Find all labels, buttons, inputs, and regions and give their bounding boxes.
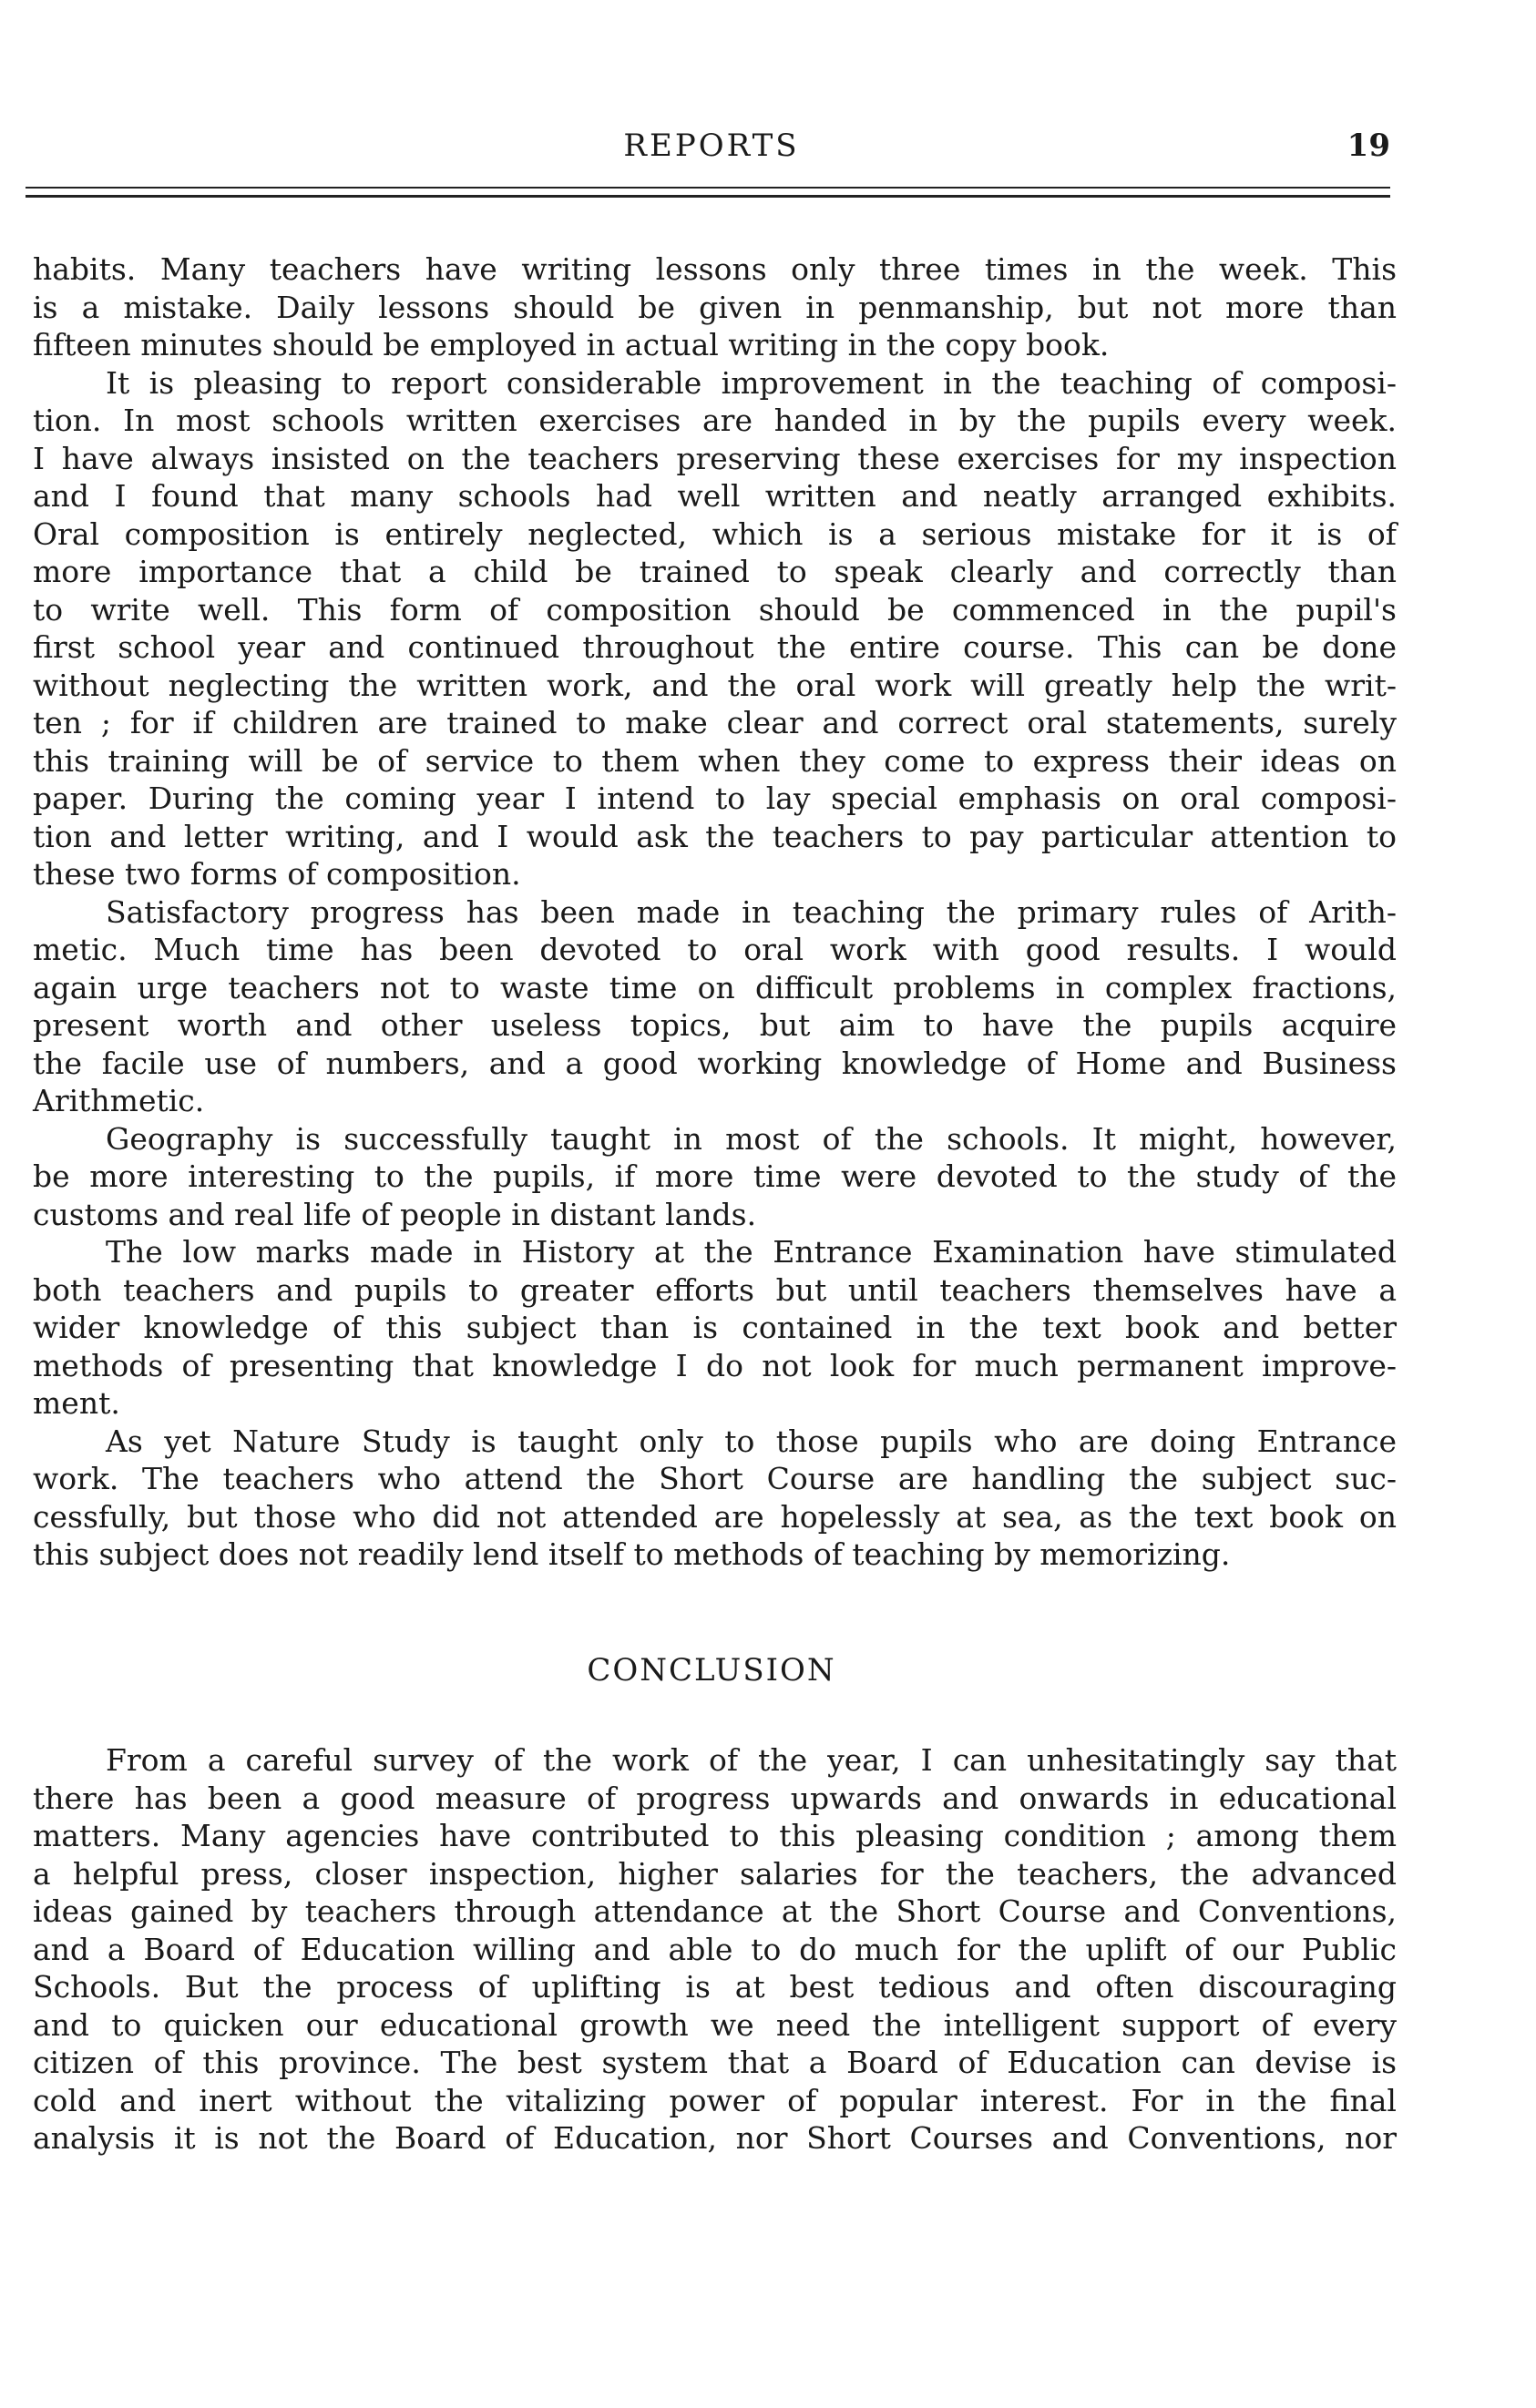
text-line: Oral composition is entirely neglected, which is a serious mistake for it is of: [33, 515, 1397, 552]
text-line: The low marks made in History at the Entrance Examination have stimulated: [106, 1234, 1397, 1270]
text-line: methods of presenting that knowledge I do not look for much permanent improve-: [33, 1347, 1397, 1383]
text-line: and a Board of Education willing and able to do much for the uplift of our Public: [33, 1931, 1397, 1967]
text-line: tion. In most schools written exercises are handed in by the pupils every week.: [33, 403, 1397, 438]
text-line: I have always insisted on the teachers preserving these exercises for my inspection: [33, 440, 1397, 476]
text-line: matters. Many agencies have contributed to this pleasing condition ; among them: [33, 1818, 1397, 1853]
text-line: cold and inert without the vitalizing power of popular interest. For in the final: [33, 2082, 1397, 2118]
text-line: As yet Nature Study is taught only to those pupils who are doing Entrance: [106, 1423, 1397, 1459]
text-line: analysis it is not the Board of Education, nor Short Courses and Conventions, nor: [33, 2120, 1397, 2156]
text-line: ment.: [33, 1385, 120, 1421]
text-line: Arithmetic.: [33, 1083, 205, 1118]
text-line: Geography is successfully taught in most of the schools. It might, however,: [106, 1120, 1397, 1157]
text-line: these two forms of composition.: [33, 856, 521, 892]
header-rule-thin: [26, 187, 1390, 189]
header-rule-thick: [26, 195, 1390, 198]
text-line: wider knowledge of this subject than is contained in the text book and better: [33, 1310, 1397, 1345]
text-line: this training will be of service to them when they come to express their ideas on: [33, 742, 1397, 779]
running-title: REPORTS: [623, 128, 800, 164]
text-line: metic. Much time has been devoted to oral work with good results. I would: [33, 932, 1397, 967]
text-line: be more interesting to the pupils, if more time were devoted to the study of the: [33, 1158, 1397, 1194]
text-line: both teachers and pupils to greater efforts but until teachers themselves have a: [33, 1271, 1397, 1308]
text-line: tion and letter writing, and I would ask the teachers to pay particular attention to: [33, 818, 1397, 854]
text-line: cessfully, but those who did not attended are hopelessly at sea, as the text book on: [33, 1498, 1397, 1535]
text-line: and I found that many schools had well written and neatly arranged exhibits.: [33, 478, 1397, 514]
running-header: [33, 128, 1390, 173]
text-line: without neglecting the written work, and the oral work will greatly help the writ-: [33, 667, 1397, 703]
text-line: this subject does not readily lend itself to methods of teaching by memorizing.: [33, 1536, 1231, 1572]
text-line: It is pleasing to report considerable improvement in the teaching of composi-: [106, 364, 1397, 401]
text-line: and to quicken our educational growth we need the intelligent support of every: [33, 2006, 1397, 2043]
body-text: [33, 250, 1397, 1574]
text-line: citizen of this province. The best system that a Board of Education can devise is: [33, 2045, 1397, 2080]
page-number: 19: [1347, 128, 1390, 164]
text-line: work. The teachers who attend the Short Course are handling the subject suc-: [33, 1461, 1397, 1496]
text-line: Satisfactory progress has been made in teaching the primary rules of Arith-: [106, 893, 1397, 930]
text-line: is a mistake. Daily lessons should be given in penmanship, but not more than: [33, 289, 1397, 325]
text-line: fifteen minutes should be employed in actual writing in the copy book.: [33, 327, 1110, 362]
text-line: Schools. But the process of uplifting is at best tedious and often discouraging: [33, 1969, 1397, 2005]
conclusion-text: [33, 1741, 1397, 2158]
text-line: first school year and continued throughout the entire course. This can be done: [33, 629, 1397, 665]
text-line: ten ; for if children are trained to make clear and correct oral statements, surely: [33, 705, 1397, 740]
text-line: customs and real life of people in distant lands.: [33, 1196, 757, 1232]
text-line: paper. During the coming year I intend to lay special emphasis on oral composi-: [33, 781, 1397, 816]
text-line: more importance that a child be trained to speak clearly and correctly than: [33, 554, 1397, 589]
text-line: ideas gained by teachers through attendance at the Short Course and Conventions,: [33, 1893, 1397, 1929]
text-line: to write well. This form of composition should be commenced in the pupil's: [33, 591, 1397, 628]
text-line: the facile use of numbers, and a good working knowledge of Home and Business: [33, 1045, 1397, 1081]
text-line: a helpful press, closer inspection, higher salaries for the teachers, the advanced: [33, 1855, 1397, 1892]
text-line: present worth and other useless topics, but aim to have the pupils acquire: [33, 1007, 1397, 1043]
text-line: habits. Many teachers have writing lessons only three times in the week. This: [33, 251, 1397, 287]
section-heading: CONCLUSION: [587, 1652, 836, 1689]
text-line: From a careful survey of the work of the year, I can unhesitatingly say that: [106, 1742, 1397, 1778]
text-line: again urge teachers not to waste time on difficult problems in complex fractions,: [33, 969, 1397, 1005]
text-line: there has been a good measure of progress upwards and onwards in educational: [33, 1780, 1397, 1816]
